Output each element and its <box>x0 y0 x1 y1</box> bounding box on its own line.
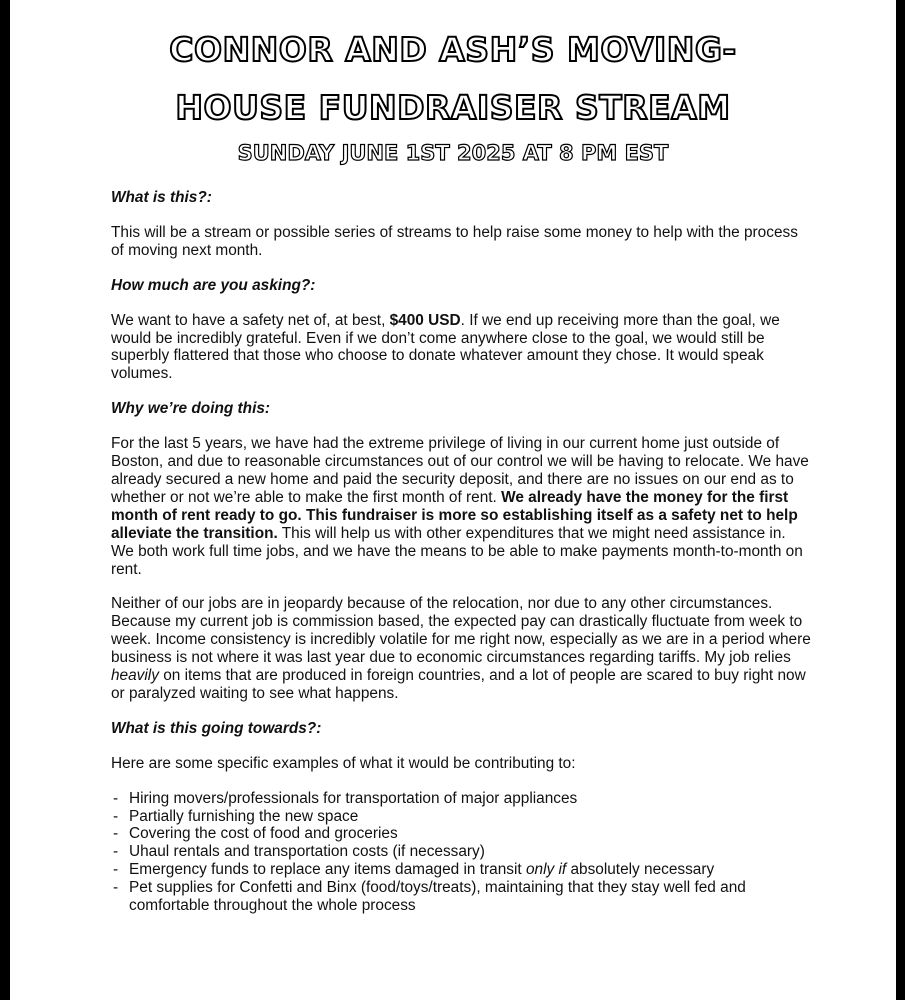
title-line-2: HOUSE FUNDRAISER STREAM <box>175 88 731 127</box>
text-segment: We want to have a safety net of, at best, <box>111 311 390 329</box>
document-body <box>111 189 811 915</box>
text-segment: absolutely necessary <box>566 861 715 879</box>
para-why-1 <box>111 435 811 578</box>
text-segment: . If we end up receiving more than the goal, we would be incredibly grateful. Even if we don’t come anywhere close to the goal, we would still be superbly flattered that those who choose to donate whatever amount they chose. It would speak volumes. <box>111 311 780 383</box>
text-segment: on items that are produced in foreign countries, and a lot of people are scared to buy right now or paralyzed waiting to see what happens. <box>111 667 806 702</box>
document-page <box>10 0 896 1000</box>
heading-how-much: How much are you asking?: <box>111 276 316 294</box>
list-item: - Uhaul rentals and transportation costs (if necessary) <box>111 843 811 861</box>
para-how-much <box>111 312 811 384</box>
title-line-1: CONNOR AND ASH’S MOVING- <box>169 30 737 69</box>
italic-text: only if <box>525 861 567 879</box>
text-segment: Neither of our jobs are in jeopardy because of the relocation, nor due to any other circumstances. Because my current job is commission based, the expected pay can drastically fluctuate from week to week. Income consistency is incredibly volatile for me right now, especially as we are in a period where business is not where it was last year due to economic circumstances regarding tariffs. My job relies <box>111 595 811 667</box>
list-item: - Partially furnishing the new space <box>111 808 811 826</box>
para-what: This will be a stream or possible series of streams to help raise some money to help with the process of moving next month. <box>111 223 798 259</box>
heading-what: What is this?: <box>111 189 212 206</box>
expense-list <box>111 790 811 915</box>
event-date: SUNDAY JUNE 1ST 2025 AT 8 PM EST <box>237 141 669 165</box>
heading-why: Why we’re doing this: <box>111 400 271 418</box>
goal-amount: $400 USD <box>389 311 461 329</box>
list-item: - Hiring movers/professionals for transportation of major appliances <box>111 790 811 808</box>
para-towards-intro: Here are some specific examples of what it would be contributing to: <box>111 754 576 772</box>
text-segment: For the last 5 years, we have had the extreme privilege of living in our current home just outside of Boston, and due to reasonable circumstances out of our control we will be having to relocate. We have already secured a new home and paid the security deposit, and there are no issues on our end as to whether or not we’re able to make the first month of rent. <box>111 435 809 506</box>
list-item <box>111 861 811 879</box>
list-item: - Covering the cost of food and groceries <box>111 825 811 843</box>
emphasis-text: We already have the money for the first month of rent ready to go. This fundraiser is more so establishing itself as a safety net to help alleviate the transition. <box>111 488 798 542</box>
text-segment: Emergency funds to replace any items damaged in transit <box>129 861 526 879</box>
italic-text: heavily <box>111 667 159 685</box>
text-segment: This will help us with other expenditures that we might need assistance in. We both work full time jobs, and we have the means to be able to make payments month-to-month on rent. <box>111 524 803 578</box>
heading-towards: What is this going towards?: <box>111 719 322 737</box>
list-item: - Pet supplies for Confetti and Binx (food/toys/treats), maintaining that they stay well fed and comfortable throughout the whole process <box>111 879 811 915</box>
para-why-2 <box>111 595 811 702</box>
